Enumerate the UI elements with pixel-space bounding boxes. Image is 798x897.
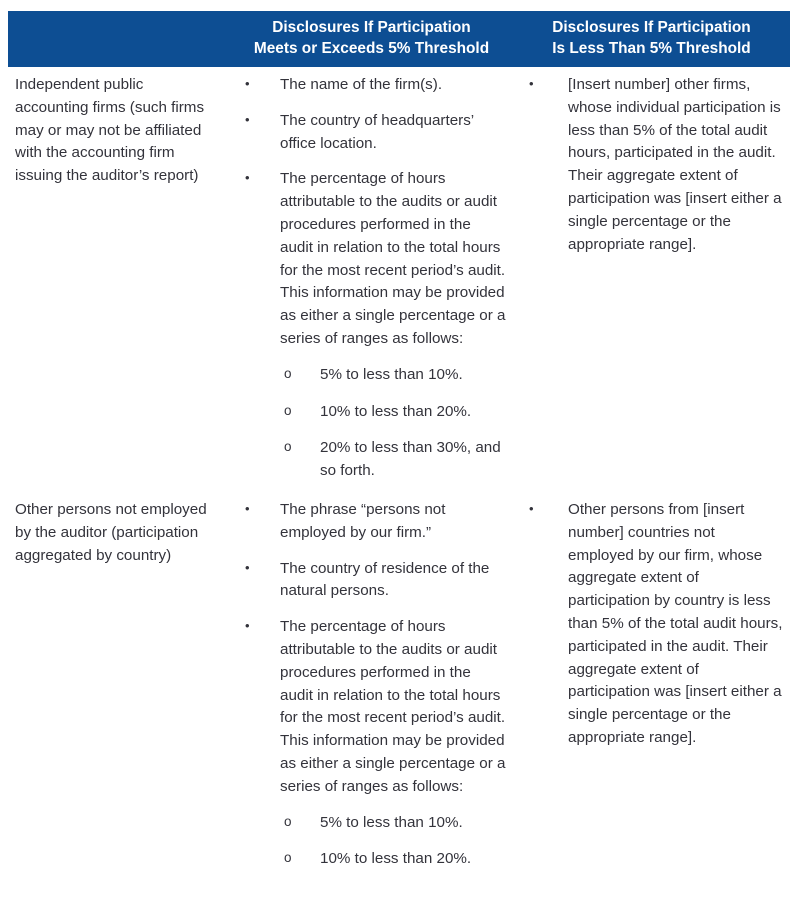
bullet-list [521,74,784,256]
header-meets-line-1: Disclosures If Participation [272,19,471,37]
bullet-icon: • [245,618,250,634]
list-item-text: Other persons from [insert number] countries not employed by our firm, whose aggregate extent of participation by country is less than 5% of the total audit hours, participated in the audit. Their aggregate extent of participation was [insert either a single percentage or the appropriate range]. [568,500,783,746]
row-category-cell [8,499,230,567]
bullet-icon: • [245,170,250,186]
list-item-text: The percentage of hours attributable to the audits or audit procedures performed in the audit in relation to the total hours for the most recent period’s audit. This information may be provided as either a single percentage or a series of ranges as follows: [280,170,506,347]
sub-bullet-list [280,364,507,483]
list-item [238,74,507,97]
header-less-line-2: Is Less Than 5% Threshold [552,39,751,57]
bullet-list [521,499,784,750]
sub-bullet-icon: o [284,402,292,418]
list-item [238,616,507,871]
row-category-cell [8,74,230,188]
sub-list-item [280,812,507,835]
list-item-text: The country of headquarters’ office location. [280,111,474,152]
sub-bullet-icon: o [284,439,292,455]
row-less-than-cell [513,499,790,750]
sub-list-item-text: 5% to less than 10%. [320,365,463,383]
row-category-label: Other persons not employed by the auditor (participation aggregated by country) [15,500,207,564]
list-item [238,168,507,483]
bullet-icon: • [245,76,250,91]
bullet-icon: • [245,111,250,127]
list-item [521,499,784,750]
bullet-icon: • [529,500,534,516]
list-item-text: The phrase “persons not employed by our firm.” [280,500,446,541]
list-item [238,558,507,604]
list-item-text: [Insert number] other firms, whose individual participation is less than 5% of the total audit hours, participated in the audit. Their aggregate extent of participation was [insert either a single percentage or the appropriate range]. [568,76,782,253]
list-item [238,110,507,156]
list-item [521,74,784,256]
sub-list-item-text: 5% to less than 10%. [320,813,463,831]
sub-bullet-icon: o [284,850,292,866]
table-row [8,67,790,483]
table-header-row [8,11,790,67]
row-meets-or-exceeds-cell [230,499,513,871]
list-item-text: The percentage of hours attributable to the audits or audit procedures performed in the audit in relation to the total hours for the most recent period’s audit. This information may be provided as either a single percentage or a series of ranges as follows: [280,618,506,795]
row-meets-or-exceeds-cell [230,74,513,483]
sub-list-item-text: 10% to less than 20%. [320,402,472,420]
list-item-text: The country of residence of the natural persons. [280,559,490,600]
sub-bullet-list [280,812,507,872]
bullet-icon: • [529,76,534,91]
sub-list-item [280,401,507,424]
row-category-label: Independent public accounting firms (such firms may or may not be affiliated with the accounting firm issuing the auditor’s report) [15,76,205,185]
sub-list-item-text: 10% to less than 20%. [320,850,472,868]
header-less-line-1: Disclosures If Participation [552,19,751,37]
bullet-list [238,499,507,871]
row-less-than-cell [513,74,790,256]
bullet-list [238,74,507,483]
bullet-icon: • [245,559,250,575]
sub-list-item-text: 20% to less than 30%, and so forth. [320,439,501,480]
list-item-text: The name of the firm(s). [280,76,443,93]
header-meets-line-2: Meets or Exceeds 5% Threshold [253,39,490,57]
sub-bullet-icon: o [284,365,292,381]
bullet-icon: • [245,500,250,516]
table-header-cell-less-than [513,11,790,67]
sub-bullet-icon: o [284,813,292,829]
sub-list-item [280,437,507,483]
table-header-cell-category [8,11,230,67]
table-row [8,483,790,871]
sub-list-item [280,364,507,387]
sub-list-item [280,848,507,871]
table-header-cell-meets-or-exceeds [230,11,513,67]
list-item [238,499,507,545]
